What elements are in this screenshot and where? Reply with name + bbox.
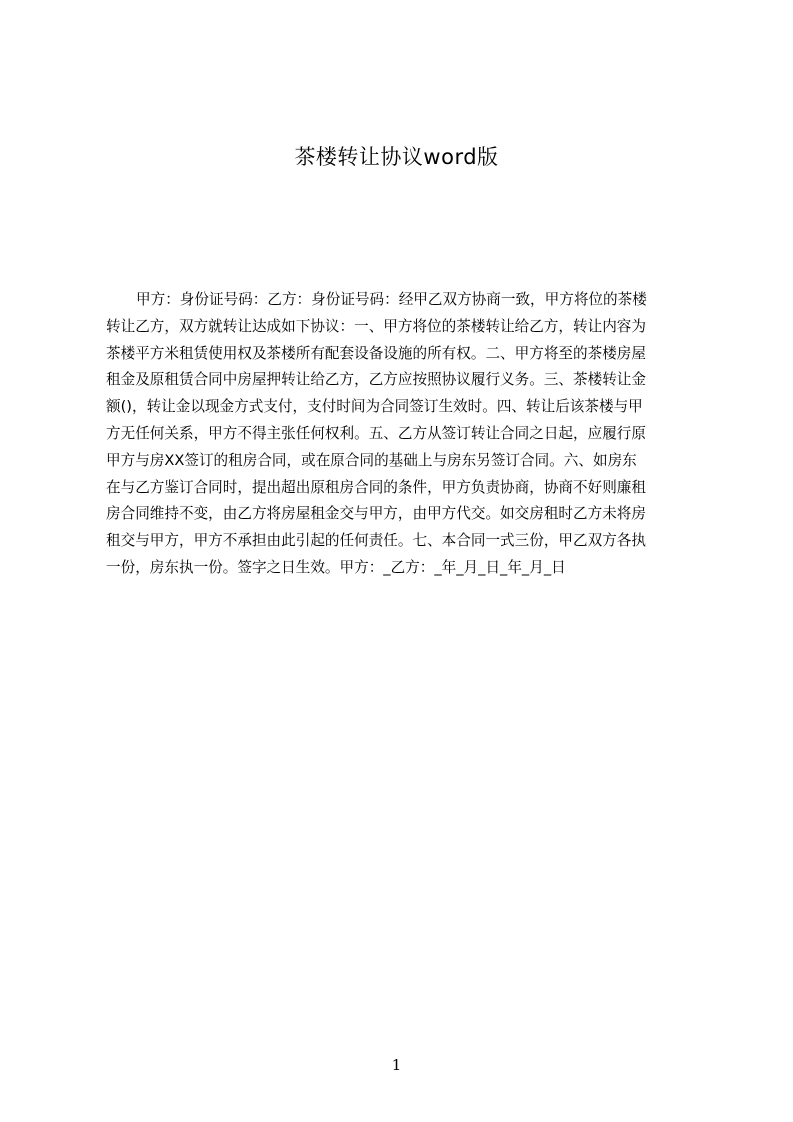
agreement-body <box>106 287 698 582</box>
body-line: 租金及原租赁合同中房屋押转让给乙方，乙方应按照协议履行义务。三、茶楼转让金 <box>106 371 646 389</box>
body-line: 转让乙方，双方就转让达成如下协议：一、甲方将位的茶楼转让给乙方，转让内容为 <box>106 317 646 335</box>
page-number: 1 <box>391 1056 402 1074</box>
body-line: 茶楼平方米租赁使用权及茶楼所有配套设备设施的所有权。二、甲方将至的茶楼房屋 <box>106 344 646 362</box>
body-line: 甲方与房XX签订的租房合同，或在原合同的基础上与房东另签订合同。六、如房东 <box>106 451 637 469</box>
body-line: 房合同维持不变，由乙方将房屋租金交与甲方，由甲方代交。如交房租时乙方未将房 <box>106 505 646 523</box>
document-title: 茶楼转让协议word版 <box>294 145 499 169</box>
body-line: 租交与甲方，甲方不承担由此引起的任何责任。七、本合同一式三份，甲乙双方各执 <box>106 532 646 550</box>
body-line: 在与乙方鉴订合同时，提出超出原租房合同的条件，甲方负责协商，协商不好则廉租 <box>106 478 646 496</box>
body-line: 方无任何关系，甲方不得主张任何权利。五、乙方从签订转让合同之日起，应履行原 <box>106 424 646 442</box>
body-line: 额()，转让金以现金方式支付，支付时间为合同签订生效时。四、转让后该茶楼与甲 <box>106 398 643 416</box>
body-line: 一份，房东执一份。签字之日生效。甲方：_乙方：_年_月_日_年_月_日 <box>106 558 566 576</box>
body-line: 甲方：身份证号码：乙方：身份证号码：经甲乙双方协商一致，甲方将位的茶楼 <box>136 291 647 308</box>
